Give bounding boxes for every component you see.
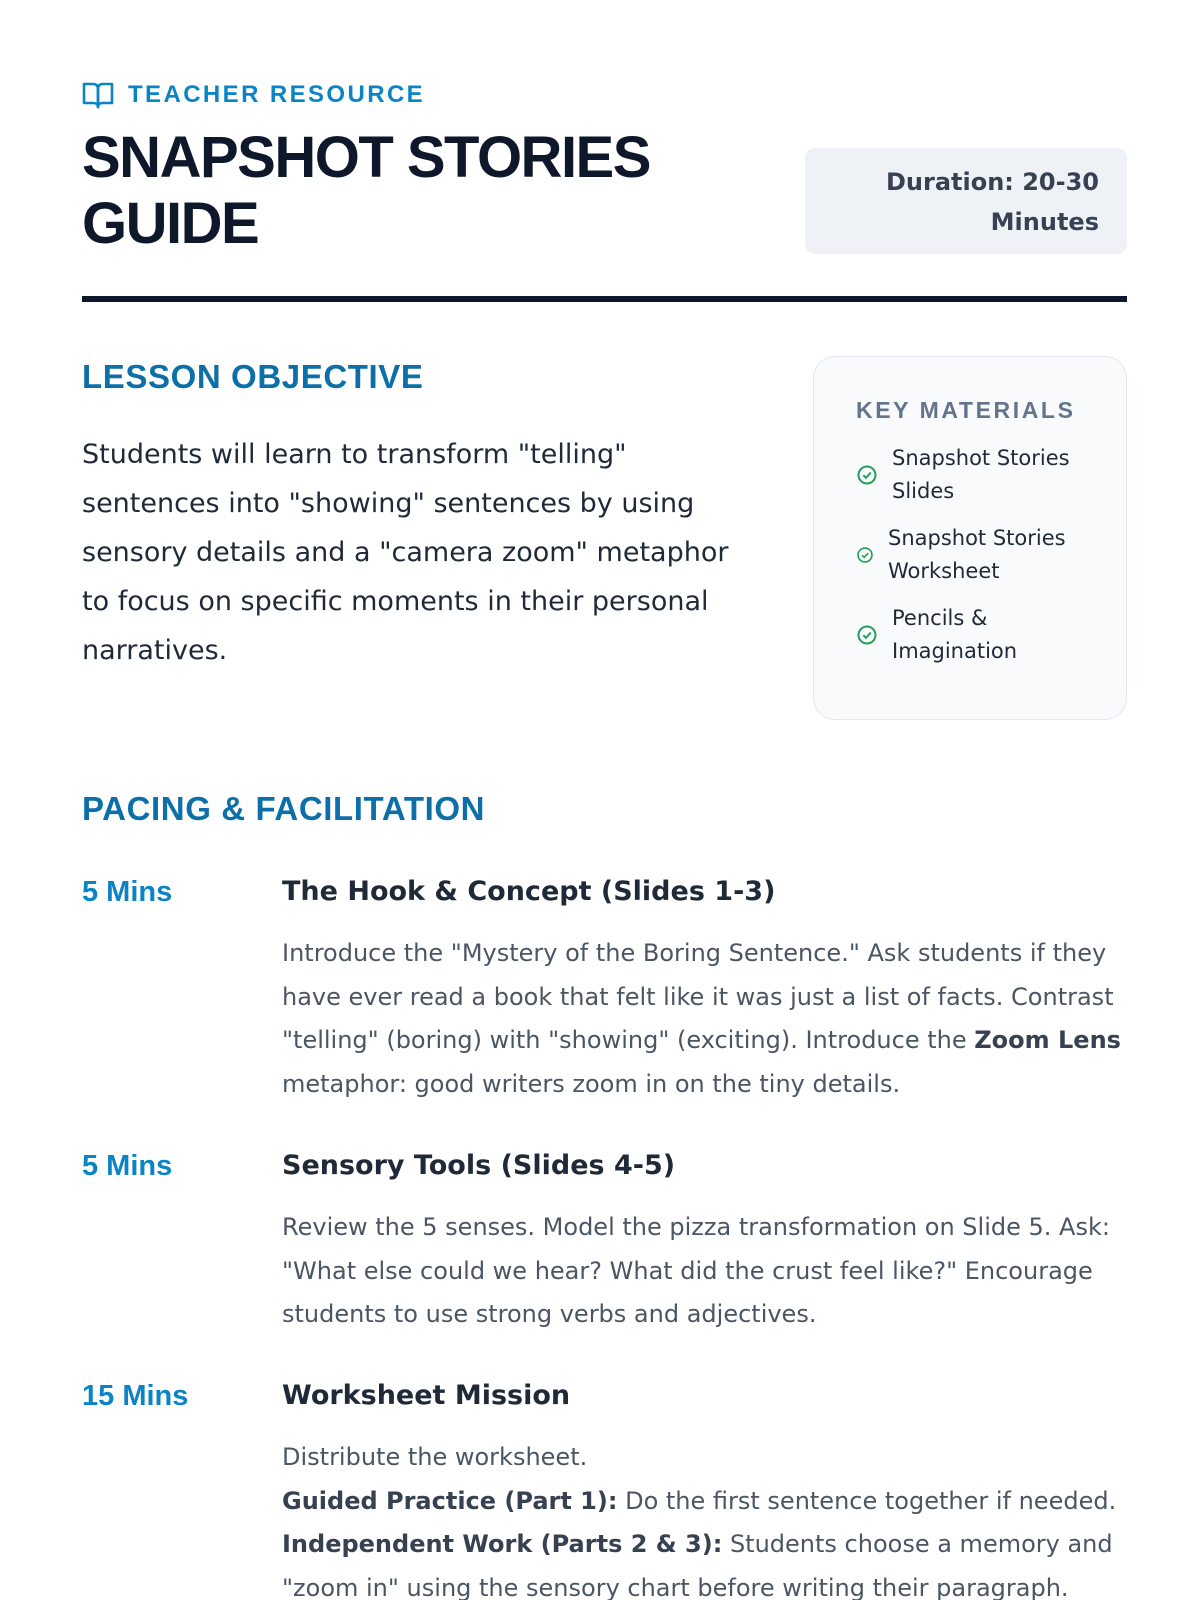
check-circle-icon [856,464,878,486]
materials-heading: KEY MATERIALS [856,397,1076,423]
step-duration: 5 Mins [82,876,173,908]
step-line: Independent Work (Parts 2 & 3): Students choose a memory and "zoom in" using the sensory chart before writing their paragraph. [282,1530,1113,1600]
eyebrow [82,80,425,110]
material-label: Snapshot Stories Worksheet [888,526,1066,583]
book-open-icon [82,80,114,110]
step-title: Sensory Tools (Slides 4-5) [282,1150,676,1181]
material-item [856,602,1096,668]
objective-heading: LESSON OBJECTIVE [82,358,424,395]
step-description: Review the 5 senses. Model the pizza transformation on Slide 5. Ask: "What else could we hear? What did the crust feel like?" Encourage students to use strong verbs and adjectives. [282,1213,1110,1328]
page-title: SNAPSHOT STORIES GUIDE [82,125,650,256]
emphasis: Zoom Lens [974,1026,1121,1054]
material-item [856,442,1096,508]
step-description [282,1436,1132,1600]
step-line: Distribute the worksheet. [282,1443,588,1471]
step-duration: 5 Mins [82,1150,173,1182]
key-materials-card [813,356,1127,720]
check-circle-icon [856,624,878,646]
check-circle-icon [856,546,874,564]
header-divider [82,296,1127,302]
step-description: Introduce the "Mystery of the Boring Sentence." Ask students if they have ever read a book that felt like it was just a list of facts. Contrast "telling" (boring) with "showing" (exciting). Introduce the Zoom Lens metaphor: good writers zoom in on the tiny details. [282,939,1121,1098]
step-line: Guided Practice (Part 1): Do the first sentence together if needed. [282,1486,1117,1515]
material-label: Pencils & Imagination [892,606,1018,663]
step-title: Worksheet Mission [282,1380,571,1411]
step-duration: 15 Mins [82,1380,189,1412]
step-title: The Hook & Concept (Slides 1-3) [282,876,776,907]
objective-text: Students will learn to transform "telling" sentences into "showing" sentences by using sensory details and a "camera zoom" metaphor to focus on specific moments in their personal narratives. [82,439,729,666]
material-label: Snapshot Stories Slides [892,446,1070,503]
pacing-heading: PACING & FACILITATION [82,790,486,827]
eyebrow-label: TEACHER RESOURCE [128,81,426,108]
duration-badge: Duration: 20-30 Minutes [805,148,1127,254]
material-item [856,522,1096,588]
